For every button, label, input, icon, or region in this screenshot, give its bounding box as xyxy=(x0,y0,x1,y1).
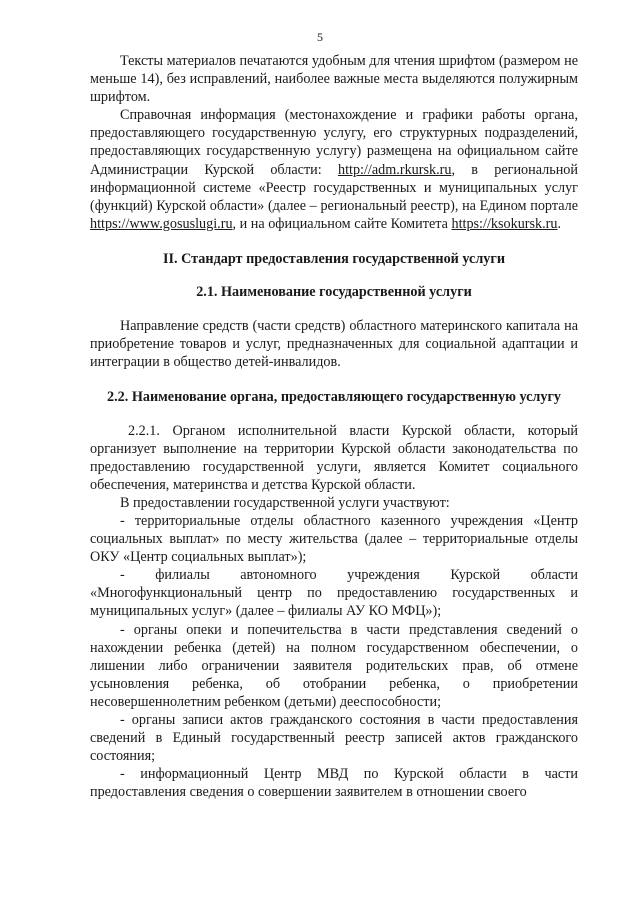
page-number: 5 xyxy=(317,30,323,44)
heading-2-1: 2.1. Наименование государственной услуги xyxy=(196,284,472,301)
paragraph-2-2-1: 2.2.1. Органом исполнительной власти Курской области, который организует выполнение на территории Курской области законодательства по предоставлению государственной услуги, является Комитет социального обеспечения, материнства и детства Курской области. xyxy=(90,422,578,493)
link-ksokursk[interactable]: https://ksokursk.ru xyxy=(451,215,558,232)
list-item: - территориальные отделы областного казенного учреждения «Центр социальных выплат» по месту жительства (далее – территориальные отделы ОКУ «Центр социальных выплат»); xyxy=(90,512,578,566)
participants-intro: В предоставлении государственной услуги участвуют: xyxy=(120,494,450,511)
paragraph-service-name: Направление средств (части средств) областного материнского капитала на приобретение товаров и услуг, предназначенных для социальной адаптации и интеграции в общество детей-инвалидов. xyxy=(90,318,578,371)
reference-text-d: . xyxy=(557,215,562,232)
reference-text-a: Справочная информация (местонахождение и графики работы органа, предоставляющего государственную услугу, его структурных подразделений, предоставляющих государственную услугу) размещена на официальном сайте Администрации Курской области: xyxy=(90,107,578,178)
reference-text-b: , в региональной информационной системе «Реестр государственных и муниципальных услуг (функций) Курской области» (далее – региональный реестр), на Едином портале xyxy=(90,161,578,214)
link-adm-rkursk[interactable]: http://adm.rkursk.ru xyxy=(337,161,452,178)
list-item: - филиалы автономного учреждения Курской области «Многофункциональный центр по предоставлению государственных и муниципальных услуг» (далее – филиалы АУ КО МФЦ»); xyxy=(90,567,578,620)
list-item: - органы записи актов гражданского состояния в части предоставления сведений в Единый государственный реестр записей актов гражданского состояния; xyxy=(90,712,578,765)
reference-text-c: , и на официальном сайте Комитета xyxy=(232,215,452,232)
link-gosuslugi[interactable]: https://www.gosuslugi.ru xyxy=(90,215,233,232)
paragraph-reference-info xyxy=(90,106,578,233)
heading-2-2: 2.2. Наименование органа, предоставляющего государственную услугу xyxy=(106,389,562,406)
list-item: - информационный Центр МВД по Курской области в части предоставления сведения о совершении заявителем в отношении своего xyxy=(90,766,578,801)
paragraph-fonts: Тексты материалов печатаются удобным для чтения шрифтом (размером не меньше 14), без исправлений, наиболее важные места выделяются полужирным шрифтом. xyxy=(90,53,578,106)
list-item: - органы опеки и попечительства в части представления сведений о нахождении ребенка (детей) на полном государственном обеспечении, о лишении либо ограничении заявителя родительских прав, об отмене усыновления ребенка, об отобрании ребенка, о приобретении несовершеннолетним ребенком (детьми) дееспособности; xyxy=(90,621,578,710)
section-title: II. Стандарт предоставления государственной услуги xyxy=(162,250,506,267)
document-body xyxy=(90,52,578,801)
